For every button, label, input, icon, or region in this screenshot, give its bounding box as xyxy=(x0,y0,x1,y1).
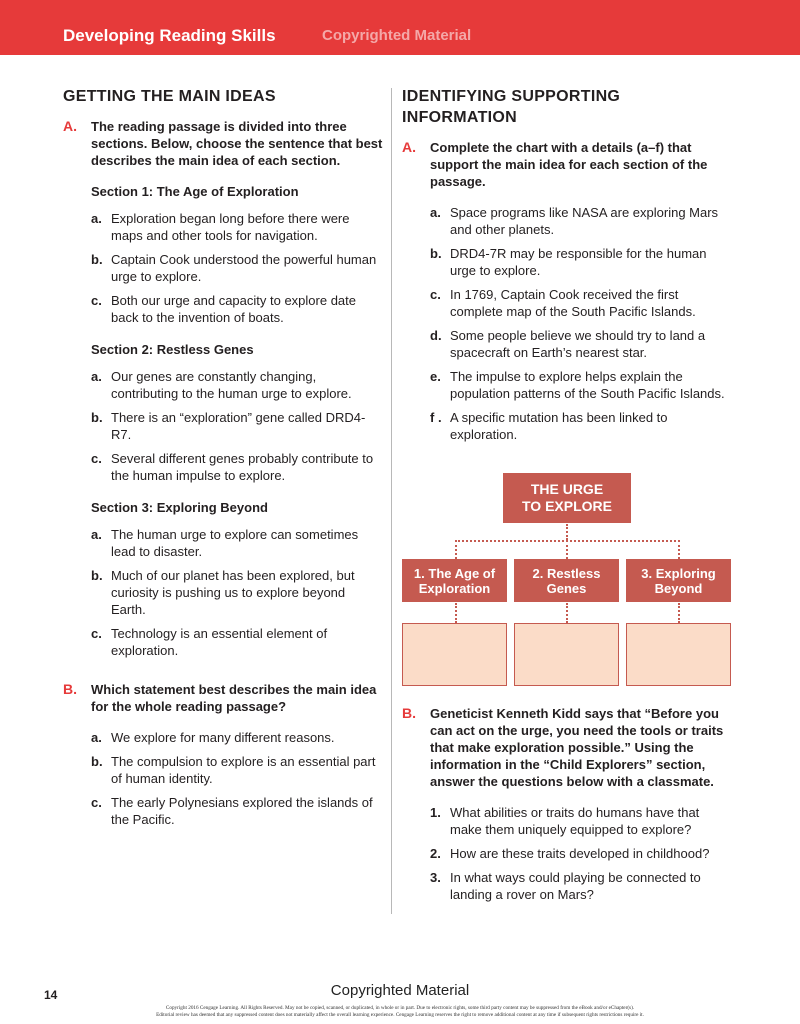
option-item xyxy=(91,526,383,560)
detail-letter: f . xyxy=(430,410,442,425)
question-prompt: Geneticist Kenneth Kidd says that “Before you can act on the urge, you need the tools or traits that make exploration possible.” Using the information in the “Child Explorers” section, answer the questions below with a classmate. xyxy=(430,706,724,789)
discussion-number: 1. xyxy=(430,805,441,820)
copyright-line: Editorial review has deemed that any suppressed content does not materially affect the overall learning experience. Cengage Learning reserves the right to remove additional content at any time if subsequent rights restrictions require it. xyxy=(156,1012,644,1018)
chart-section-box xyxy=(402,559,507,602)
option-text: Captain Cook understood the powerful human urge to explore. xyxy=(111,252,377,284)
chart-main-line1: THE URGE xyxy=(530,481,604,497)
page-number: 14 xyxy=(44,988,58,1002)
section-heading: IDENTIFYING SUPPORTING INFORMATION xyxy=(402,88,621,126)
detail-item xyxy=(430,245,732,279)
discussion-text: What abilities or traits do humans have that make them uniquely equipped to explore? xyxy=(450,805,700,837)
box-line1: 2. Restless xyxy=(532,565,601,581)
connector xyxy=(678,603,680,623)
section-heading: GETTING THE MAIN IDEAS xyxy=(63,88,276,105)
chart-main-line2: TO EXPLORE xyxy=(522,498,612,514)
box-line2: Beyond xyxy=(654,580,703,596)
option-letter: b. xyxy=(91,754,103,769)
detail-text: DRD4-7R may be responsible for the human urge to explore. xyxy=(450,246,707,278)
option-letter: a. xyxy=(91,211,102,226)
detail-item xyxy=(430,286,732,320)
discussion-list xyxy=(402,804,732,903)
option-text: The compulsion to explore is an essential part of human identity. xyxy=(111,754,376,786)
detail-text: In 1769, Captain Cook received the first complete map of the South Pacific Islands. xyxy=(450,287,696,319)
option-item xyxy=(91,368,383,402)
option-letter: c. xyxy=(91,626,102,641)
option-item xyxy=(91,729,383,746)
column-divider xyxy=(391,88,392,914)
option-text: Our genes are constantly changing, contributing to the human urge to explore. xyxy=(111,369,352,401)
watermark: Copyrighted Material xyxy=(322,27,472,44)
discussion-item xyxy=(430,845,732,862)
question-letter: A. xyxy=(63,118,77,134)
header-bar xyxy=(0,0,800,55)
discussion-text: In what ways could playing be connected to landing a rover on Mars? xyxy=(450,870,701,902)
chart-main-box xyxy=(503,473,631,523)
detail-text: Some people believe we should try to land a spacecraft on Earth’s nearest star. xyxy=(450,328,706,360)
right-column xyxy=(402,86,732,450)
copyright-line: Copyright 2016 Cengage Learning. All Rights Reserved. May not be copied, scanned, or duplicated, in whole or in part. Due to electronic rights, some third party content may be suppressed from the eBook and/or eChapter(s). xyxy=(165,1005,635,1011)
option-letter: c. xyxy=(91,795,102,810)
question-prompt: Which statement best describes the main idea for the whole reading passage? xyxy=(91,682,377,714)
box-line2: Genes xyxy=(546,580,587,596)
right-column-part-b xyxy=(402,705,732,910)
concept-chart xyxy=(402,473,732,688)
chapter-title: Developing Reading Skills xyxy=(63,26,276,45)
discussion-number: 3. xyxy=(430,870,441,885)
detail-item xyxy=(430,409,732,443)
question-prompt: The reading passage is divided into three sections. Below, choose the sentence that best describes the main idea of each section. xyxy=(91,119,383,168)
copyright-notice xyxy=(60,1005,740,1019)
option-item xyxy=(91,450,383,484)
option-text: Exploration began long before there were maps and other tools for navigation. xyxy=(111,211,350,243)
option-text: The early Polynesians explored the islands of the Pacific. xyxy=(111,795,373,827)
connector xyxy=(566,603,568,623)
option-item xyxy=(91,210,383,244)
option-letter: a. xyxy=(91,730,102,745)
option-letter: b. xyxy=(91,568,103,583)
option-item xyxy=(91,292,383,326)
option-item xyxy=(91,753,383,787)
option-text: We explore for many different reasons. xyxy=(111,730,335,745)
box-line2: Exploration xyxy=(418,580,491,596)
connector xyxy=(566,540,568,559)
option-text: Much of our planet has been explored, but curiosity is pushing us to explore beyond Earth. xyxy=(111,568,355,617)
box-line1: 3. Exploring xyxy=(641,565,716,581)
discussion-item xyxy=(430,869,732,903)
connector xyxy=(455,540,457,559)
option-item xyxy=(91,251,383,285)
detail-letter: d. xyxy=(430,328,442,343)
option-letter: c. xyxy=(91,451,102,466)
discussion-number: 2. xyxy=(430,846,441,861)
connector xyxy=(566,524,568,540)
answer-box[interactable] xyxy=(402,623,507,686)
question-a xyxy=(402,139,732,190)
section-title: Section 2: Restless Genes xyxy=(91,342,254,357)
option-letter: a. xyxy=(91,527,102,542)
detail-letter: c. xyxy=(430,287,441,302)
chart-section-box xyxy=(514,559,619,602)
option-text: Several different genes probably contribute to the human impulse to explore. xyxy=(111,451,374,483)
detail-letter: e. xyxy=(430,369,441,384)
option-item xyxy=(91,625,383,659)
answer-box[interactable] xyxy=(626,623,731,686)
option-text: Both our urge and capacity to explore date back to the invention of boats. xyxy=(111,293,356,325)
option-text: There is an “exploration” gene called DRD4-R7. xyxy=(111,410,366,442)
left-column xyxy=(63,86,383,835)
answer-box[interactable] xyxy=(514,623,619,686)
option-letter: c. xyxy=(91,293,102,308)
option-item xyxy=(91,794,383,828)
detail-letter: a. xyxy=(430,205,441,220)
question-b xyxy=(402,705,732,790)
question-letter: B. xyxy=(63,681,77,697)
detail-text: The impulse to explore helps explain the population patterns of the South Pacific Islands. xyxy=(450,369,725,401)
section-title: Section 1: The Age of Exploration xyxy=(91,184,299,199)
option-list xyxy=(63,526,383,659)
detail-letter: b. xyxy=(430,246,442,261)
connector xyxy=(678,540,680,559)
option-text: Technology is an essential element of exploration. xyxy=(111,626,328,658)
footer-watermark: Copyrighted Material xyxy=(330,982,470,999)
option-letter: b. xyxy=(91,410,103,425)
option-list xyxy=(63,729,383,828)
option-list xyxy=(63,368,383,484)
question-b xyxy=(63,681,383,715)
option-item xyxy=(91,567,383,618)
option-letter: a. xyxy=(91,369,102,384)
section-title: Section 3: Exploring Beyond xyxy=(91,500,268,515)
question-letter: B. xyxy=(402,705,416,721)
box-line1: 1. The Age of xyxy=(413,565,496,581)
detail-list xyxy=(402,204,732,443)
discussion-item xyxy=(430,804,732,838)
detail-item xyxy=(430,204,732,238)
option-text: The human urge to explore can sometimes lead to disaster. xyxy=(111,527,359,559)
detail-text: Space programs like NASA are exploring Mars and other planets. xyxy=(450,205,719,237)
detail-item xyxy=(430,327,732,361)
connector xyxy=(455,603,457,623)
question-prompt: Complete the chart with a details (a–f) that support the main idea for each section of the passage. xyxy=(430,140,708,189)
option-letter: b. xyxy=(91,252,103,267)
detail-text: A specific mutation has been linked to exploration. xyxy=(450,410,668,442)
option-list xyxy=(63,210,383,326)
option-item xyxy=(91,409,383,443)
question-letter: A. xyxy=(402,139,416,155)
detail-item xyxy=(430,368,732,402)
discussion-text: How are these traits developed in childhood? xyxy=(450,846,710,861)
chart-section-box xyxy=(626,559,731,602)
question-a xyxy=(63,118,383,169)
